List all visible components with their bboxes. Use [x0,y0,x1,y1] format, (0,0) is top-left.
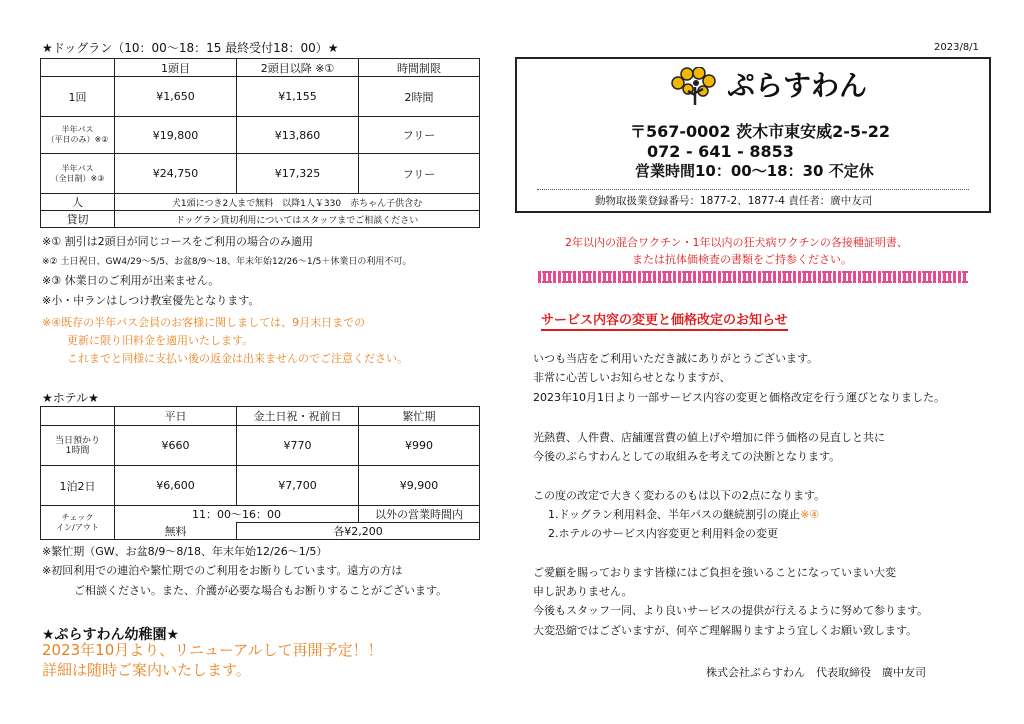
announcement-p4-line2: 申し訳ありません。 [533,585,633,598]
dogrun-cell: ¥13,860 [237,117,359,154]
hotel-header-weekend: 金土日祝・祝前日 [237,407,359,426]
dogrun-header-first: 1頭目 [115,59,237,77]
announcement-item2: 2.ホテルのサービス内容変更と利用料金の変更 [548,527,778,540]
dogrun-cell: 2時間 [359,77,480,117]
dogrun-row-label: 1回 [41,77,115,117]
dogrun-rental-label: 貸切 [41,211,115,228]
dogrun-cell: ¥24,750 [115,154,237,194]
hotel-cell: ¥770 [237,426,359,466]
announcement-p1-line2: 非常に心苦しいお知らせとなりますが、 [533,371,731,384]
shop-info-box [515,57,991,213]
dogrun-cell: ¥19,800 [115,117,237,154]
kindergarten-title: ★ぷらすわん幼稚園★ [42,627,180,643]
hotel-cell: ¥7,700 [237,466,359,506]
dogrun-table [40,58,480,228]
dogrun-cell: ¥1,650 [115,77,237,117]
dogrun-header-blank [41,59,115,77]
announcement-p2-line2: 今後のぷらすわんとしての取組みを考えての決断となります。 [533,450,841,463]
info-divider [537,189,969,190]
kindergarten-line1: 2023年10月より、リニューアルして再開予定！！ [42,641,383,659]
dogrun-note-2: ※② 土日祝日、GW4/29～5/5、お盆8/9～18、年末年始12/26～1/5＋休業日の利用不可。 [42,257,412,267]
hotel-header-busy: 繁忙期 [359,407,480,426]
animal-registration: 動物取扱業登録番号：1877-2、1877-4 責任者：廣中友司 [595,195,873,207]
hotel-cell: ¥660 [115,426,237,466]
kindergarten-line2: 詳細は随時ご案内いたします。 [42,661,251,679]
dogrun-rental-note: ドッグラン貸切利用についてはスタッフまでご相談ください [115,211,480,228]
dogrun-person-note: 犬1頭につき2人まで無料 以降1人￥330 赤ちゃん子供含む [115,194,480,211]
dogrun-note-1: ※① 割引は2頭目が同じコースをご利用の場合のみ適用 [42,235,314,248]
hotel-note-3: ご相談ください。また、介護が必要な場合もお断りすることがございます。 [74,584,448,597]
announcement-p2-line1: 光熱費、人件費、店舗運営費の値上げや増加に伴う価格の見直しと共に [533,431,885,444]
dogrun-cell: フリー [359,117,480,154]
announcement-p1-line3: 2023年10月1日より一部サービス内容の変更と価格改定を行う運びとなりました。 [533,391,945,404]
hotel-cell: ¥9,900 [359,466,480,506]
signature: 株式会社ぷらすわん 代表取締役 廣中友司 [706,666,926,679]
pink-dotted-divider [538,271,968,283]
shop-hours: 営業時間10：00～18：30 不定休 [635,162,874,180]
renewal-notice-line3: これまでと同様に支払い後の返金は出来ませんのでご注意ください。 [67,352,408,365]
announcement-p3: この度の改定で大きく変わるのもは以下の2点になります。 [533,489,826,502]
dogrun-note-4: ※小・中ランはしつけ教室優先となります。 [42,294,260,307]
renewal-notice-line1: ※④既存の半年パス会員のお客様に関しましては、9月末日までの [42,316,366,329]
vaccine-notice-line1: 2年以内の混合ワクチン・1年以内の狂犬病ワクチンの各接種証明書、 [565,236,908,249]
hotel-checkin-free: 無料 [115,523,237,540]
announcement-item1-text: 1.ドッグラン利用料金、半年パスの継続割引の廃止 [548,508,801,521]
announcement-item1 [548,508,819,522]
announcement-p4-line1: ご愛顧を賜っております皆様にはご負担を強いることになっていまい大変 [533,566,896,579]
dogrun-header-second: 2頭目以降 ※① [237,59,359,77]
hotel-note-2: ※初回利用での連泊や繁忙期でのご利用をお断りしています。遠方の方は [42,564,403,577]
hotel-checkin-other: 以外の営業時間内 [359,506,480,523]
hotel-table [40,406,480,540]
hotel-title: ★ホテル★ [42,391,99,405]
shop-name-logo: ぷらすわん [727,69,868,102]
dogrun-title: ★ドッグラン（10：00～18：15 最終受付18：00）★ [42,41,339,55]
renewal-notice-line2: 更新に限り旧料金を適用いたします。 [67,334,254,347]
shop-phone: 072 - 641 - 8853 [647,142,794,161]
vaccine-notice-line2: または抗体価検査の書類をご持参ください。 [632,253,852,266]
dogrun-person-label: 人 [41,194,115,211]
dogrun-cell: フリー [359,154,480,194]
hotel-row-label: 1泊2日 [41,466,115,506]
dogrun-row-label: 半年パス （平日のみ）※② [41,117,115,154]
dogrun-header-time: 時間制限 [359,59,480,77]
hotel-cell: ¥6,600 [115,466,237,506]
dogrun-cell: ¥1,155 [237,77,359,117]
hotel-note-1: ※繁忙期（GW、お盆8/9～8/18、年末年始12/26～1/5） [42,545,328,558]
announcement-item1-mark: ※④ [800,508,820,521]
hotel-checkin-time: 11：00～16：00 [115,506,359,523]
hotel-header-weekday: 平日 [115,407,237,426]
dogrun-cell: ¥17,325 [237,154,359,194]
announcement-p4-line4: 大変恐縮ではございますが、何卒ご理解賜りますよう宜しくお願い致します。 [533,624,918,637]
announcement-title: サービス内容の変更と価格改定のお知らせ [541,313,788,331]
announcement-p4-line3: 今後もスタッフ一同、より良いサービスの提供が行えるように努めて参ります。 [533,604,929,617]
hotel-row-label: 当日預かり 1時間 [41,426,115,466]
hotel-header-blank [41,407,115,426]
dogrun-note-3: ※③ 休業日のご利用が出来ません。 [42,274,220,287]
document-date: 2023/8/1 [934,42,979,53]
dogrun-row-label: 半年パス （全日制）※③ [41,154,115,194]
hotel-checkin-label: チェック イン/アウト [41,506,115,540]
hotel-cell: ¥990 [359,426,480,466]
announcement-p1-line1: いつも当店をご利用いただき誠にありがとうございます。 [533,352,819,365]
hotel-checkin-fee: 各¥2,200 [237,523,480,540]
tree-logo-icon [670,67,720,107]
shop-address: 〒567-0002 茨木市東安威2-5-22 [630,122,890,141]
